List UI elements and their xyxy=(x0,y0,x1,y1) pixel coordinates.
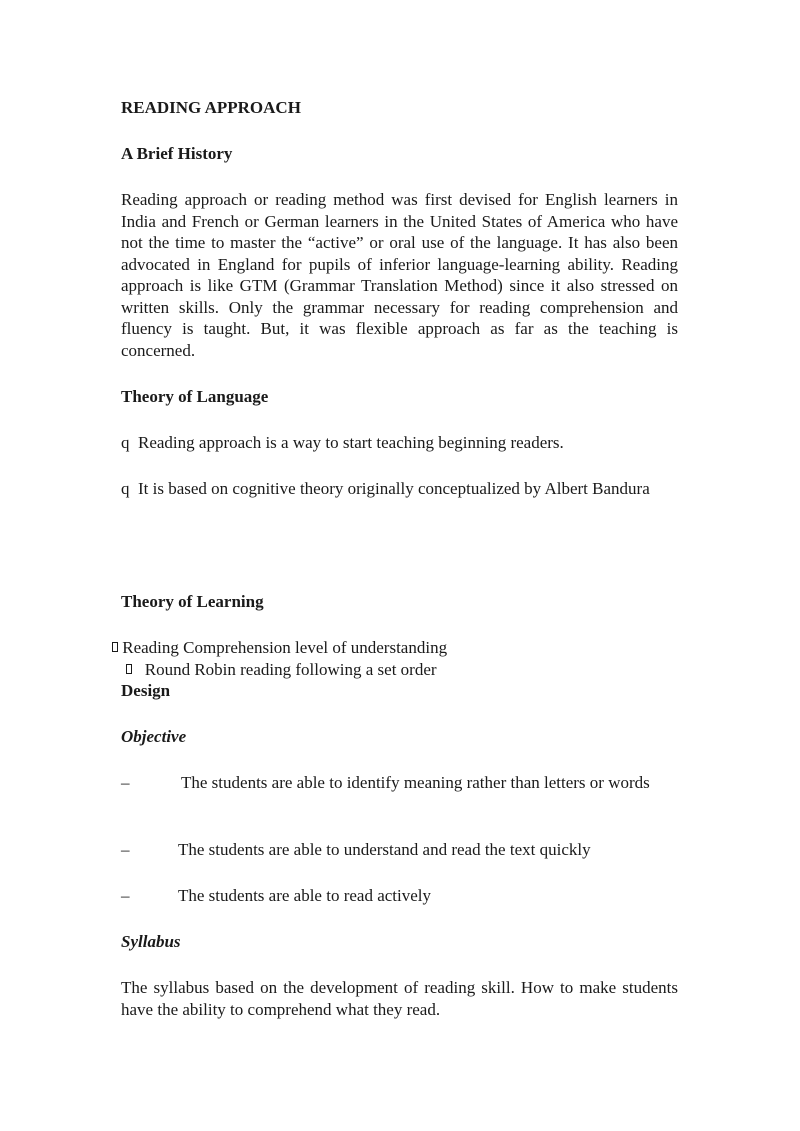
missing-glyph-icon xyxy=(112,642,118,652)
history-paragraph: Reading approach or reading method was first devised for English learners in India and French or German learners in the United States of America who have not the time to master the “active” or oral use of the language. It has also been advocated in England for pupils of inferior language-learning ability. Reading approach is like GTM (Grammar Translation Method) since it also stressed on written skills. Only the grammar necessary for reading comprehension and fluency is taught. But, it was flexible approach as far as the teaching is concerned. xyxy=(121,190,678,360)
section-heading-history: A Brief History xyxy=(121,144,233,163)
list-item-text: Reading approach is a way to start teaching beginning readers. xyxy=(138,433,564,452)
list-item-text: The students are able to identify meaning rather than letters or words xyxy=(181,773,650,792)
list-item-text: Round Robin reading following a set order xyxy=(144,660,437,679)
theory-language-item xyxy=(121,478,678,500)
list-item-text: Reading Comprehension level of understanding xyxy=(122,638,448,657)
missing-glyph-icon xyxy=(126,664,132,674)
theory-language-item xyxy=(121,432,678,454)
subheading-syllabus: Syllabus xyxy=(121,932,181,951)
section-heading-theory-learning: Theory of Learning xyxy=(121,592,264,611)
theory-learning-item xyxy=(112,637,447,659)
theory-learning-item xyxy=(126,659,437,681)
list-marker: q xyxy=(121,433,130,452)
list-item-text: It is based on cognitive theory originally conceptualized by Albert Bandura xyxy=(138,479,650,498)
list-item-text: The students are able to read actively xyxy=(178,886,431,905)
objective-item xyxy=(121,839,678,861)
list-marker: – xyxy=(121,886,130,905)
list-item-text: The students are able to understand and read the text quickly xyxy=(178,840,591,859)
section-heading-design: Design xyxy=(121,681,171,700)
list-marker: q xyxy=(121,479,130,498)
objective-item xyxy=(121,885,678,907)
document-title: READING APPROACH xyxy=(121,98,301,117)
list-marker: – xyxy=(121,773,130,792)
list-marker: – xyxy=(121,840,130,859)
section-heading-theory-language: Theory of Language xyxy=(121,387,269,406)
syllabus-paragraph: The syllabus based on the development of reading skill. How to make students have the ability to comprehend what they read. xyxy=(121,978,678,1019)
subheading-objective: Objective xyxy=(121,727,187,746)
objective-item xyxy=(121,772,678,794)
